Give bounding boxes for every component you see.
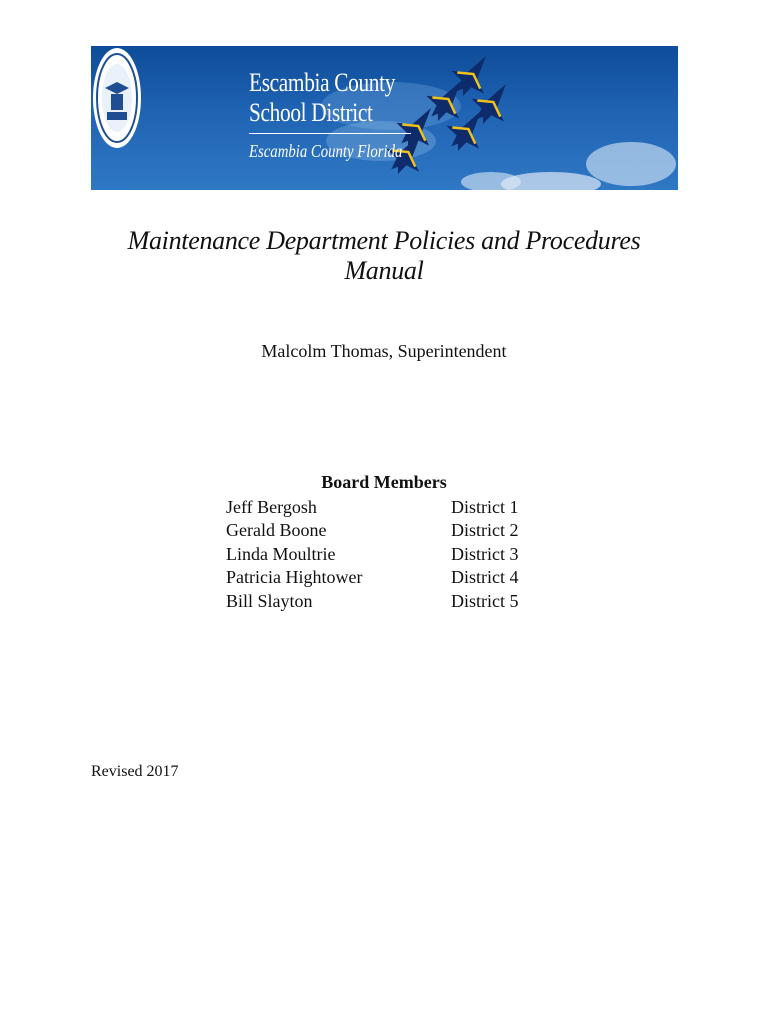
district-name — [249, 68, 395, 128]
member-name: Bill Slayton — [226, 590, 313, 611]
district-name-line1: Escambia County — [249, 68, 396, 97]
member-district: District 4 — [451, 567, 519, 588]
member-name: Jeff Bergosh — [226, 497, 317, 517]
board-member-row — [226, 543, 546, 566]
board-members-heading: Board Members — [321, 472, 447, 492]
member-district: District 2 — [451, 520, 519, 541]
title-line1: Maintenance Department Policies and Procedures — [127, 226, 641, 255]
superintendent-line: Malcolm Thomas, Superintendent — [261, 341, 507, 361]
revision-note: Revised 2017 — [91, 763, 179, 780]
member-district: District 5 — [451, 590, 519, 611]
banner-divider — [249, 133, 411, 134]
district-subtitle: Escambia County Florida — [249, 141, 403, 161]
title-line2: Manual — [344, 256, 424, 285]
board-member-row — [226, 566, 546, 589]
member-name: Gerald Boone — [226, 520, 327, 541]
board-members-list — [226, 496, 546, 613]
header-banner — [91, 46, 678, 190]
school-district-seal-icon — [91, 46, 143, 150]
document-title — [0, 226, 768, 286]
board-member-row — [226, 519, 546, 542]
board-member-row — [226, 590, 546, 613]
member-name: Patricia Hightower — [226, 567, 363, 588]
board-member-row — [226, 496, 546, 519]
member-name: Linda Moultrie — [226, 543, 336, 564]
district-name-line2: School District — [249, 98, 373, 127]
member-district: District 1 — [451, 497, 519, 517]
member-district: District 3 — [451, 543, 519, 564]
